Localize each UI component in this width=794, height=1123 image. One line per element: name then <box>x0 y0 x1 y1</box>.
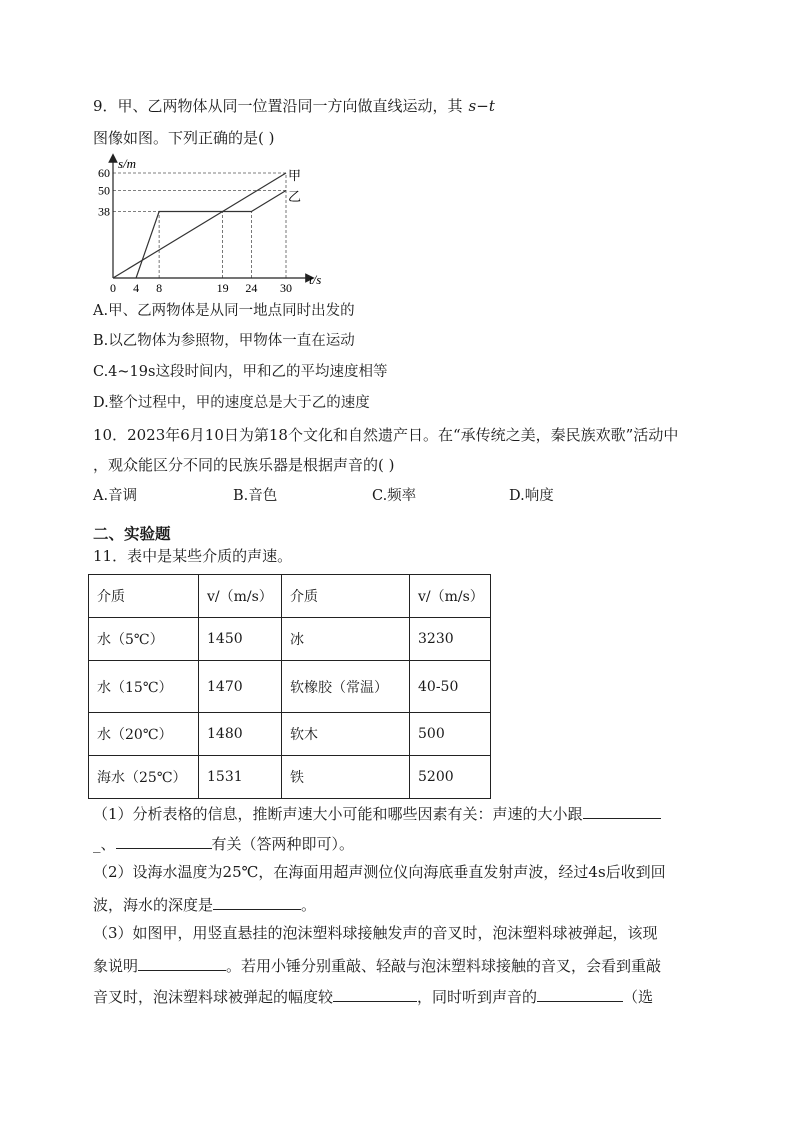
table-row <box>89 756 491 799</box>
q11-part2-line1: （2）设海水温度为25℃，在海面用超声测位仪向海底垂直发射声波，经过4s后收到回 <box>93 863 666 881</box>
table-cell: 软橡胶（常温） <box>282 661 410 713</box>
table-cell: 1470 <box>199 661 282 713</box>
st-chart <box>98 154 344 295</box>
table-cell: 500 <box>410 713 491 756</box>
q11-part1-line2 <box>93 832 354 854</box>
q11-part3-text-mid: ，同时听到声音的 <box>417 988 538 1006</box>
series-line-1 <box>136 191 286 279</box>
q11-part2-text-pre: 波，海水的深度是 <box>93 896 214 914</box>
q11-part1-line1 <box>93 802 661 824</box>
q11-part3-text-post: 。若用小锤分别重敲、轻敲与泡沫塑料球接触的音叉，会看到重敲 <box>226 957 662 975</box>
sound-speed-table <box>88 574 491 799</box>
answer-blank[interactable] <box>537 985 623 1002</box>
answer-blank[interactable] <box>333 985 417 1002</box>
q10-option-b[interactable]: B.音色 <box>233 488 278 504</box>
answer-blank[interactable] <box>116 832 212 849</box>
answer-blank[interactable] <box>583 802 661 819</box>
q11-part1-text: （1）分析表格的信息，推断声速大小可能和哪些因素有关：声速的大小跟 <box>93 805 583 823</box>
table-cell: 水（20℃） <box>89 713 199 756</box>
q9-stem-line1 <box>93 96 495 116</box>
table-header-row <box>89 575 491 618</box>
q9-stem-text: 9．甲、乙两物体从同一位置沿同一方向做直线运动，其 <box>93 97 463 115</box>
table-cell: 水（5℃） <box>89 618 199 661</box>
table-row <box>89 661 491 713</box>
q10-stem-line1: 10．2023年6月10日为第18个文化和自然遗产日。在“承传统之美，秦民族欢歌”活动中 <box>93 426 679 444</box>
chart-series <box>113 173 286 278</box>
q10-option-a[interactable]: A.音调 <box>93 488 138 504</box>
q9-stem-variable: s−t <box>468 97 495 115</box>
section-title: 二、实验题 <box>93 525 171 543</box>
table-cell: 软木 <box>282 713 410 756</box>
y-tick-label: 50 <box>98 183 110 198</box>
table-header-cell: 介质 <box>282 575 410 618</box>
q10-stem-line2: ，观众能区分不同的民族乐器是根据声音的( ) <box>93 456 395 474</box>
x-tick-label: 19 <box>216 281 229 295</box>
y-tick-label: 38 <box>98 204 110 219</box>
chart-ticks <box>98 166 292 295</box>
table-row <box>89 713 491 756</box>
x-tick-label: 30 <box>280 281 292 295</box>
q11-part3-text-pre: 象说明 <box>93 957 139 975</box>
table-header-cell: 介质 <box>89 575 199 618</box>
table-cell: 40-50 <box>410 661 491 713</box>
q9-option-a[interactable]: A.甲、乙两物体是从同一地点同时出发的 <box>93 303 355 319</box>
q11-part2-text-post: 。 <box>301 896 317 914</box>
q9-option-c[interactable]: C.4~19s这段时间内，甲和乙的平均速度相等 <box>93 364 388 380</box>
x-tick-label: 24 <box>245 281 258 295</box>
table-header-cell: v/（m/s） <box>199 575 282 618</box>
series-label-yi: 乙 <box>288 189 302 204</box>
q11-stem: 11．表中是某些介质的声速。 <box>93 547 293 565</box>
table-cell: 1480 <box>199 713 282 756</box>
answer-blank[interactable] <box>138 954 226 971</box>
answer-blank[interactable] <box>213 893 301 910</box>
table-cell: 海水（25℃） <box>89 756 199 799</box>
q11-part3-text-post: （选 <box>623 988 654 1006</box>
q11-part1-text-pre: _、 <box>93 835 116 853</box>
q11-part3-line3 <box>93 985 653 1007</box>
table-row <box>89 618 491 661</box>
q10-option-c[interactable]: C.频率 <box>372 488 417 504</box>
q11-part1-text-post: 有关（答两种即可）。 <box>211 835 355 853</box>
table-cell: 冰 <box>282 618 410 661</box>
series-label-jia: 甲 <box>288 168 302 183</box>
q9-option-b[interactable]: B.以乙物体为参照物，甲物体一直在运动 <box>93 333 355 349</box>
table-cell: 1531 <box>199 756 282 799</box>
table-cell: 铁 <box>282 756 410 799</box>
series-line-0 <box>113 173 286 278</box>
q11-part3-line1: （3）如图甲，用竖直悬挂的泡沫塑料球接触发声的音叉时，泡沫塑料球被弹起，该现 <box>93 924 658 942</box>
x-tick-label: 4 <box>133 281 140 295</box>
q10-option-d[interactable]: D.响度 <box>509 488 554 504</box>
y-tick-label: 60 <box>98 166 110 180</box>
q9-option-d[interactable]: D.整个过程中，甲的速度总是大于乙的速度 <box>93 395 370 411</box>
table-cell: 5200 <box>410 756 491 799</box>
table-cell: 水（15℃） <box>89 661 199 713</box>
q11-part2-line2 <box>93 893 316 915</box>
table-cell: 1450 <box>199 618 282 661</box>
x-tick-label: 0 <box>110 281 116 295</box>
table-cell: 3230 <box>410 618 491 661</box>
x-axis-label: t/s <box>309 272 322 287</box>
q9-stem-line2: 图像如图。下列正确的是( ) <box>93 129 275 147</box>
table-header-cell: v/（m/s） <box>410 575 491 618</box>
y-axis-label: s/m <box>118 156 137 171</box>
x-tick-label: 8 <box>156 281 163 295</box>
q11-part3-line2 <box>93 954 661 976</box>
q11-part3-text-pre: 音叉时，泡沫塑料球被弹起的幅度较 <box>93 988 334 1006</box>
